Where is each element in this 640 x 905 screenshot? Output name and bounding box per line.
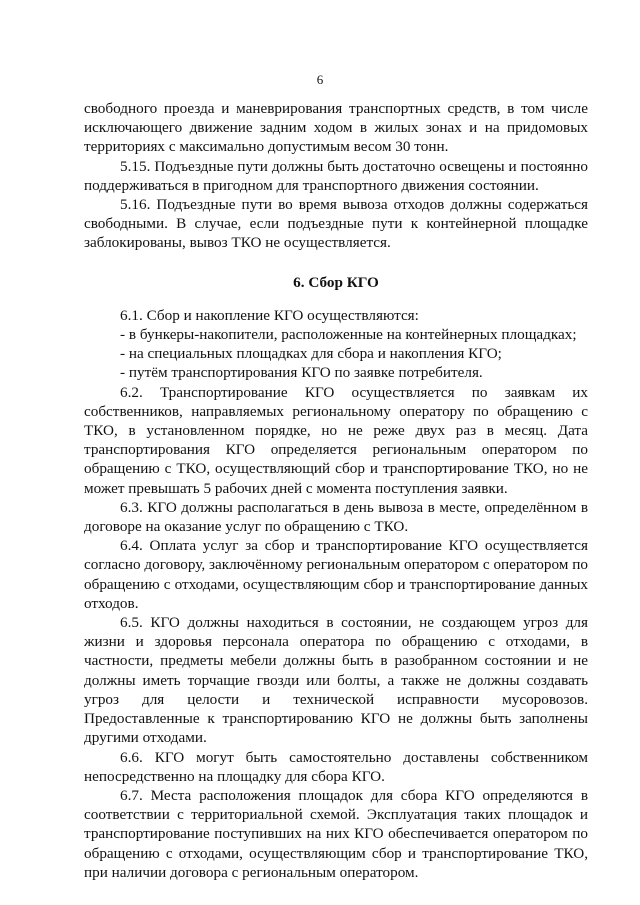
continuation-paragraph: свободного проезда и маневрирования транспортных средств, в том числе исключающего движение задним ходом в жилых зонах и на придомовых территориях с максимально допустимым весом 30 тонн. bbox=[84, 100, 588, 156]
list-item: - в бункеры-накопители, расположенные на контейнерных площадках; bbox=[120, 326, 577, 344]
paragraph-6-4: 6.4. Оплата услуг за сбор и транспортирование КГО осуществляется согласно договору, заключённому региональным оператором с оператором по обращению с отходами, осуществляющим сбор и транспортирование данных отходов. bbox=[84, 537, 588, 612]
list-item: - путём транспортирования КГО по заявке потребителя. bbox=[120, 364, 483, 382]
paragraph-6-7: 6.7. Места расположения площадок для сбора КГО определяются в соответствии с территориальной схемой. Эксплуатация таких площадок и транспортирование поступивших на них КГО обеспечивается оператором по обращению с отходами, осуществляющим сбор и транспортирование ТКО, при наличии договора с региональным оператором. bbox=[84, 786, 588, 881]
document-body bbox=[84, 99, 588, 882]
list-item: - на специальных площадках для сбора и накопления КГО; bbox=[120, 345, 502, 363]
paragraph-5-16: 5.16. Подъездные пути во время вывоза отходов должны содержаться свободными. В случае, если подъездные пути к контейнерной площадке заблокированы, вывоз ТКО не осуществляется. bbox=[84, 196, 588, 252]
paragraph-6-2: 6.2. Транспортирование КГО осуществляется по заявкам их собственников, направляемых региональному оператору по обращению с ТКО, в установленном порядке, но не реже двух раз в месяц. Дата транспортирования КГО определяется региональным оператором по обращению с ТКО, осуществляющий сбор и транспортирование ТКО, но не может превышать 5 рабочих дней с момента поступления заявки. bbox=[84, 383, 588, 497]
page-number: 6 bbox=[316, 72, 324, 87]
section-heading: 6. Сбор КГО bbox=[293, 273, 379, 291]
paragraph-6-1-intro: 6.1. Сбор и накопление КГО осуществляются: bbox=[120, 306, 419, 324]
paragraph-6-6: 6.6. КГО могут быть самостоятельно доставлены собственником непосредственно на площадку для сбора КГО. bbox=[84, 748, 588, 785]
paragraph-6-3: 6.3. КГО должны располагаться в день вывоза в месте, определённом в договоре на оказание услуг по обращению с ТКО. bbox=[84, 498, 588, 536]
paragraph-5-15: 5.15. Подъездные пути должны быть достаточно освещены и постоянно поддерживаться в пригодном для транспортного движения состоянии. bbox=[84, 157, 588, 194]
paragraph-6-5: 6.5. КГО должны находиться в состоянии, не создающем угроз для жизни и здоровья персонала оператора по обращению с отходами, в частности, предметы мебели должны быть в разобранном состоянии и не должны иметь торчащие гвозди или болты, а также не должны создавать угроз для целости и технической исправности мусоровозов. Предоставленные к транспортированию КГО не должны быть заполнены другими отходами. bbox=[84, 614, 588, 747]
